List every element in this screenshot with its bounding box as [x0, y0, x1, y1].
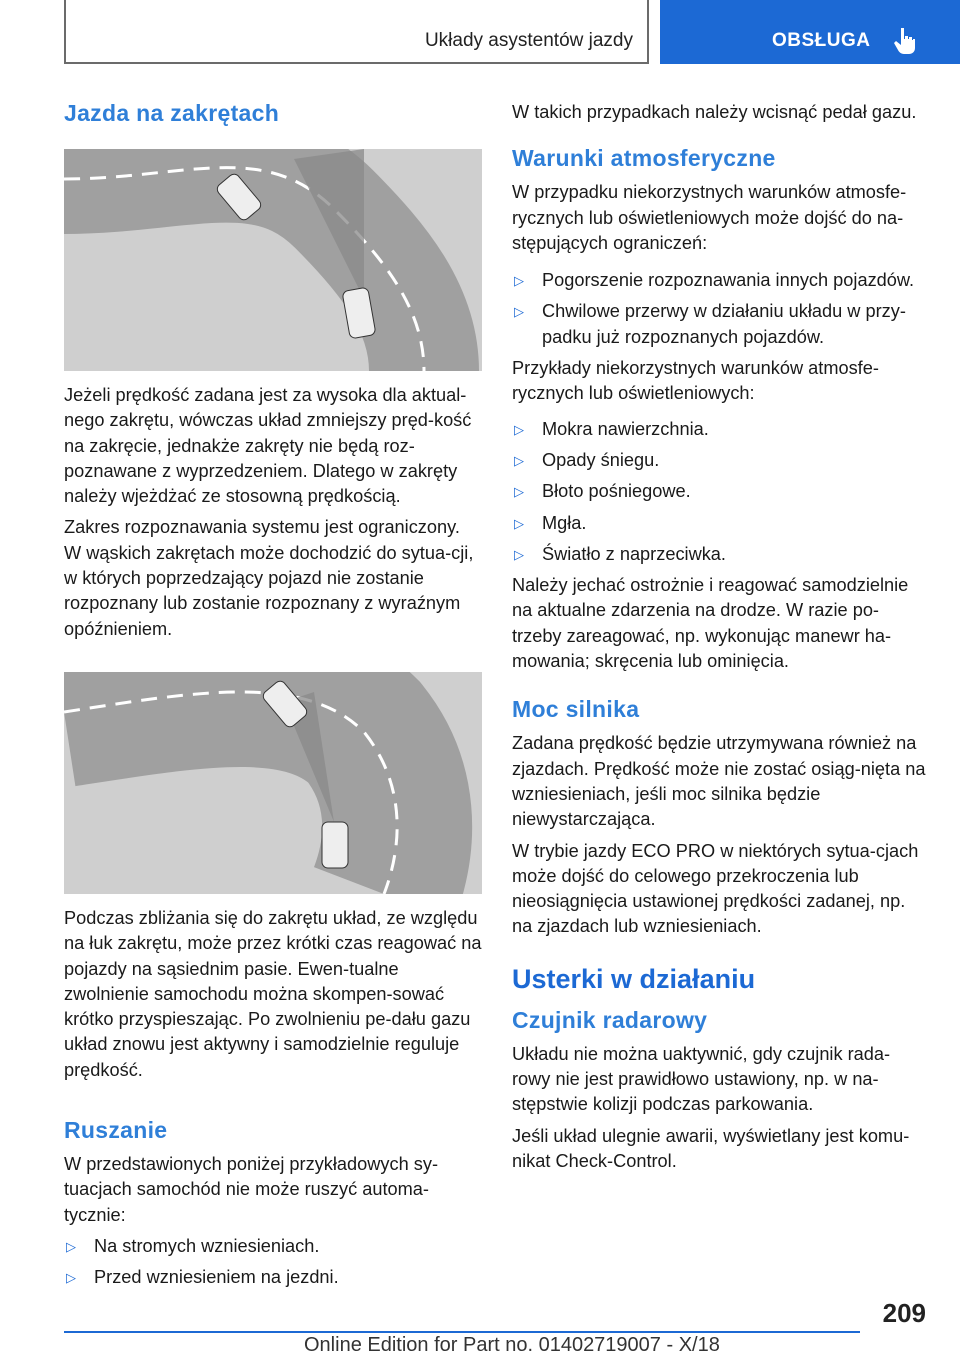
- heading-malfunctions: Usterki w działaniu: [512, 963, 756, 994]
- paragraph-press-gas: W takich przypadkach należy wcisnąć pedał gazu.: [512, 102, 917, 122]
- paragraph-eco-pro: W trybie jazdy ECO PRO w niektórych sytua-cjach może dojść do celowego przekroczenia lub nieosiągnięcia ustawionej prędkości zadanej, np. na zjazdach lub wzniesieniach.: [512, 840, 919, 937]
- bullet-icon: ▷: [514, 546, 524, 562]
- bullet-icon: ▷: [514, 515, 524, 531]
- list-starting: [64, 1234, 482, 1291]
- list-item: ▷ Mgła.: [512, 511, 926, 536]
- heading-starting: Ruszanie: [64, 1117, 168, 1144]
- heading-radar-sensor: Czujnik radarowy: [512, 1006, 708, 1033]
- bullet-icon: ▷: [514, 273, 524, 289]
- paragraph-drive-carefully: Należy jechać ostrożnie i reagować samodzielnie na aktualne zdarzenia na drodze. W razie po-trzeby zareagować, np. wykonując manewr ha-mowania; skręcenia lub ominięcia.: [512, 575, 909, 672]
- bullet-icon: ▷: [514, 484, 524, 500]
- bullet-icon: ▷: [66, 1238, 76, 1254]
- list-item: ▷ Pogorszenie rozpoznawania innych pojazdów.: [512, 268, 926, 293]
- right-column: [512, 100, 926, 1180]
- pointing-hand-icon: [894, 26, 916, 54]
- bullet-icon: ▷: [514, 452, 524, 468]
- curve-illustration-1: [64, 149, 482, 371]
- paragraph-adjacent-lane: Podczas zbliżania się do zakrętu układ, ze względu na łuk zakrętu, może przez krótki czas reagować na pojazdy na sąsiednim pasie. Ewen-tualne zwolnienie samochodu można skompen-sować krótko przyspieszając. Po zwolnieniu pe-dału gazu układ znowu jest aktywny i samodzielnie reguluje prędkość.: [64, 907, 482, 1080]
- list-item: ▷ Błoto pośniegowe.: [512, 479, 926, 504]
- list-item: ▷ Mokra nawierzchnia.: [512, 417, 926, 442]
- list-item: ▷ Chwilowe przerwy w działaniu układu w przy-padku już rozpoznanych pojazdów.: [514, 301, 906, 347]
- list-weather-examples: [512, 417, 926, 567]
- car-follow-icon: [322, 822, 348, 868]
- list-item: ▷ Opady śniegu.: [512, 448, 926, 473]
- paragraph-radar-sensor: Układu nie można uaktywnić, gdy czujnik rada-rowy nie jest prawidłowo ustawiony, np. w na-stępstwie kolizji podczas parkowania.: [512, 1043, 891, 1115]
- list-item: ▷ Na stromych wzniesieniach.: [64, 1234, 482, 1259]
- paragraph-weather: W przypadku niekorzystnych warunków atmosfe-rycznych lub oświetleniowych może dojść do na-stępujących ograniczeń:: [512, 182, 907, 253]
- bullet-icon: ▷: [514, 421, 524, 437]
- list-item: ▷ Światło z naprzeciwka.: [512, 542, 926, 567]
- paragraph-detection-range: Zakres rozpoznawania systemu jest ograniczony. W wąskich zakrętach może dochodzić do sytua-cji, w których poprzedzający pojazd nie zostanie rozpoznany lub zostanie rozpoznany z wyraźnym opóźnieniem.: [64, 517, 474, 639]
- paragraph-check-control: Jeśli układ ulegnie awarii, wyświetlany jest komu-nikat Check-Control.: [512, 1125, 910, 1171]
- heading-weather: Warunki atmosferyczne: [512, 145, 776, 172]
- curve-illustration-2: [64, 672, 482, 894]
- header-chapter-tab[interactable]: [660, 0, 960, 64]
- header-section-box: [64, 0, 649, 64]
- header-chapter-label: OBSŁUGA: [772, 30, 871, 51]
- header-section-title: Układy asystentów jazdy: [424, 30, 633, 51]
- paragraph-engine-power: Zadana prędkość będzie utrzymywana również na zjazdach. Prędkość może nie zostać osiąg-nięta na wzniesieniach, jeśli moc silnika będzie niewystarczająca.: [512, 733, 926, 830]
- left-column: [64, 100, 482, 1297]
- paragraph-weather-examples: Przykłady niekorzystnych warunków atmosfe-rycznych lub oświetleniowych:: [512, 358, 879, 404]
- heading-engine-power: Moc silnika: [512, 696, 640, 723]
- page-number: 209: [882, 1298, 926, 1328]
- list-item: ▷ Przed wzniesieniem na jezdni.: [64, 1265, 482, 1290]
- footer-edition: Online Edition for Part no. 01402719007 - X/18: [304, 1334, 720, 1356]
- heading-curves: Jazda na zakrętach: [64, 100, 280, 126]
- footer-divider: [64, 1331, 860, 1333]
- bullet-icon: ▷: [514, 304, 524, 320]
- list-limitations: [512, 268, 926, 350]
- bullet-icon: ▷: [66, 1270, 76, 1286]
- paragraph-curve-speed: Jeżeli prędkość zadana jest za wysoka dla aktual-nego zakrętu, wówczas układ zmniejszy pręd-kość na zakręcie, jednakże zakręty nie będą roz-poznawane z wyprzedzeniem. Dlatego w zakręty należy wjeżdżać ze stosowną prędkością.: [64, 385, 472, 507]
- paragraph-starting: W przedstawionych poniżej przykładowych sy-tuacjach samochód nie może ruszyć automa-tycznie:: [64, 1154, 438, 1225]
